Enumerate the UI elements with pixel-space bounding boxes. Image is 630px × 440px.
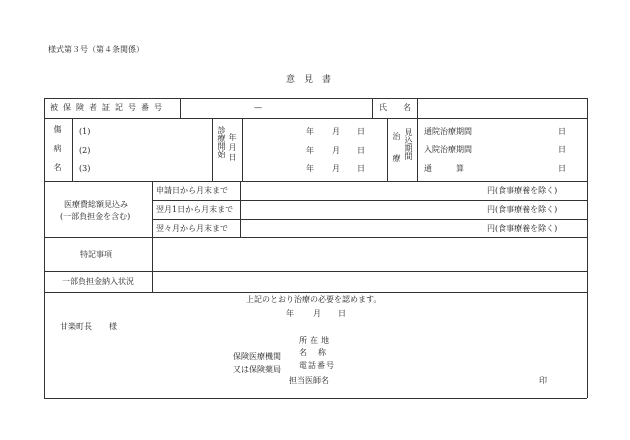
start-month: 月	[332, 164, 340, 173]
payment-status-label: 一部負担金納入状況	[62, 277, 134, 286]
inpatient-days-unit[interactable]: 日	[558, 145, 566, 154]
institution-details-field[interactable]	[340, 335, 570, 387]
institution-label-line1: 保険医療機関	[233, 352, 281, 361]
cost-row-2-label: 翌月1日から月末まで	[156, 205, 234, 214]
illness-item-2[interactable]: (2)	[79, 146, 91, 155]
special-notes-label: 特記事項	[80, 250, 112, 259]
address-label: 所在地	[299, 336, 332, 345]
cert-month: 月	[313, 309, 321, 318]
addressee: 甘楽町長	[60, 322, 92, 331]
cost-row-1-label: 申請日から月末まで	[156, 186, 228, 195]
document-title: 意 見 書	[286, 75, 332, 85]
expected-period-label: 見込期間	[404, 128, 413, 160]
start-day: 日	[357, 127, 365, 136]
seal-mark: 印	[539, 376, 547, 385]
cost-label: 医療費総額見込み	[64, 200, 128, 209]
start-month: 月	[332, 146, 340, 155]
start-day: 日	[357, 146, 365, 155]
illness-label: 傷病名	[53, 125, 62, 182]
doctor-name-label: 担当医師名	[289, 376, 329, 385]
outpatient-period-label: 通院治療期間	[424, 127, 472, 136]
institution-label-line2: 又は保険薬局	[233, 365, 281, 374]
start-year: 年	[306, 164, 314, 173]
inpatient-period-label: 入院治療期間	[424, 145, 472, 154]
special-notes-field[interactable]	[158, 245, 578, 265]
institution-name-label: 名称	[299, 348, 337, 357]
treatment-start-label: 診療開始	[217, 126, 226, 158]
cert-year: 年	[286, 309, 294, 318]
start-year: 年	[306, 146, 314, 155]
start-month: 月	[332, 127, 340, 136]
illness-item-1[interactable]: (1)	[79, 127, 91, 136]
start-day: 日	[357, 164, 365, 173]
outpatient-days-unit[interactable]: 日	[558, 127, 566, 136]
insured-id-value[interactable]: —	[254, 103, 262, 112]
name-label: 氏 名	[379, 103, 411, 112]
cost-row-2-amount[interactable]: 円(食事療養を除く)	[487, 205, 558, 214]
honorific: 様	[109, 322, 117, 331]
cost-row-3-label: 翌々月から月末まで	[156, 224, 228, 233]
insured-id-label: 被保険者証記号番号	[50, 103, 167, 112]
treatment-label: 治療	[392, 132, 401, 176]
total-period-label: 通 算	[424, 164, 464, 173]
cert-day: 日	[338, 309, 346, 318]
total-days-unit[interactable]: 日	[558, 164, 566, 173]
cost-row-1-amount[interactable]: 円(食事療養を除く)	[487, 186, 558, 195]
cost-row-3-amount[interactable]: 円(食事療養を除く)	[487, 224, 558, 233]
cost-label-note: (一部負担金を含む)	[60, 212, 131, 221]
form-number: 様式第３号（第４条関係）	[48, 45, 144, 54]
treatment-start-date-label: 年月日	[228, 133, 237, 163]
certification-statement: 上記のとおり治療の必要を認めます。	[246, 295, 382, 304]
illness-item-3[interactable]: (3)	[79, 164, 91, 173]
phone-label: 電話番号	[299, 361, 335, 370]
start-year: 年	[306, 127, 314, 136]
payment-status-field[interactable]	[158, 275, 578, 289]
